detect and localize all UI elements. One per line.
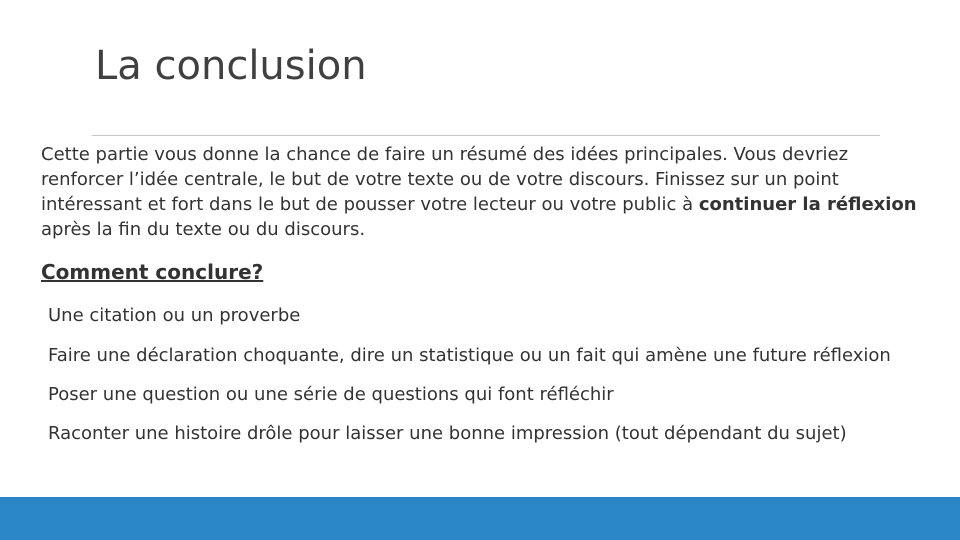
title-divider <box>92 135 880 136</box>
list-item: Poser une question ou une série de questions qui font réfléchir <box>48 384 614 405</box>
slide-title: La conclusion <box>95 43 367 89</box>
intro-text-after: après la fin du texte ou du discours. <box>41 219 366 240</box>
list-item: Faire une déclaration choquante, dire un statistique ou un fait qui amène une future réflexion <box>48 345 891 366</box>
subheading: Comment conclure? <box>41 260 264 284</box>
conclusion-methods-list <box>48 303 928 446</box>
list-item: Raconter une histoire drôle pour laisser une bonne impression (tout dépendant du sujet) <box>48 423 847 444</box>
intro-bold-phrase: continuer la réflexion <box>698 194 917 215</box>
intro-text-before: Cette partie vous donne la chance de faire un résumé des idées principales. Vous devriez renforcer l’idée centrale, le but de votre texte ou de votre discours. Finissez sur un point intéressant et fort dans le but de pousser votre lecteur ou votre public à <box>41 144 849 215</box>
intro-paragraph <box>41 142 921 242</box>
list-item: Une citation ou un proverbe <box>48 305 301 326</box>
footer-accent-bar <box>0 497 960 540</box>
